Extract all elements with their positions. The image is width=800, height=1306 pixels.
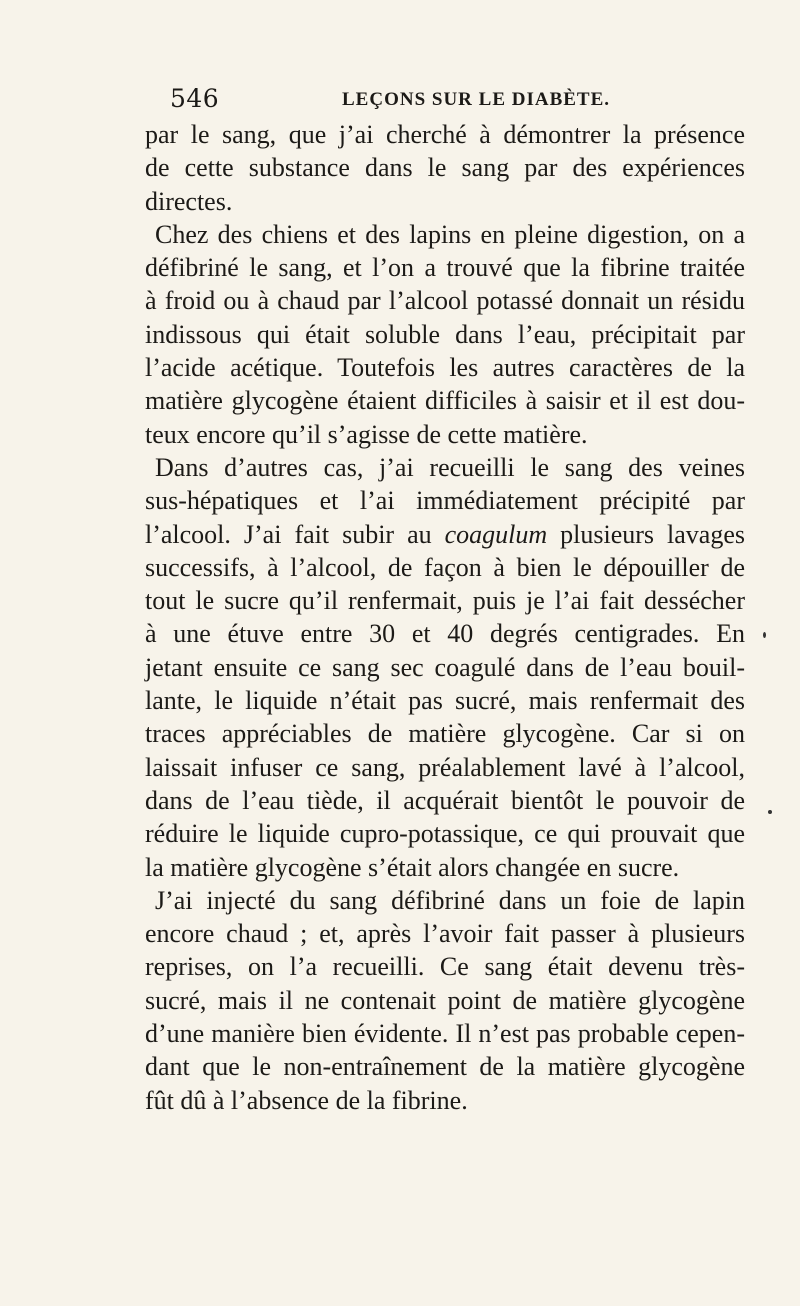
text-segment: l’alcool. J’ai fait subir au [145, 519, 445, 549]
text-line: de cette substance dans le sang par des expériences [145, 153, 745, 183]
text-line: matière glycogène étaient difficiles à saisir et il est dou- [145, 386, 745, 416]
running-title: LEÇONS SUR LE DIABÈTE. [342, 89, 611, 110]
body-text [145, 118, 795, 1117]
page-header [170, 84, 710, 120]
text-line: sucré, mais il ne contenait point de matière glycogène [145, 985, 745, 1015]
paragraph [145, 218, 795, 451]
text-line: J’ai injecté du sang défibriné dans un foie de lapin [155, 885, 745, 915]
text-line: laissait infuser ce sang, préalablement lavé à l’alcool, [145, 752, 745, 782]
text-line: Dans d’autres cas, j’ai recueilli le sang des veines [155, 452, 745, 482]
text-line: successifs, à l’alcool, de façon à bien le dépouiller de [145, 552, 745, 582]
text-line: encore chaud ; et, après l’avoir fait passer à plusieurs [145, 919, 745, 949]
text-line: teux encore qu’il s’agisse de cette matière. [145, 419, 588, 449]
text-line: dans de l’eau tiède, il acquérait bientôt le pouvoir de [145, 785, 745, 815]
text-line: à une étuve entre 30 et 40 degrés centigrades. En [145, 619, 745, 649]
text-line: défibriné le sang, et l’on a trouvé que la fibrine traitée [145, 253, 745, 283]
text-segment: plusieurs lavages [547, 519, 746, 549]
text-line-with-italic [145, 518, 745, 551]
text-line: la matière glycogène s’était alors changée en sucre. [145, 852, 680, 882]
page-number: 546 [170, 84, 220, 113]
paragraph [145, 884, 795, 1117]
text-line: indissous qui était soluble dans l’eau, précipitait par [145, 319, 745, 349]
ink-speck [768, 810, 772, 814]
text-line: à froid ou à chaud par l’alcool potassé donnait un résidu [145, 286, 745, 316]
text-line: reprises, on l’a recueilli. Ce sang était devenu très- [145, 952, 745, 982]
text-line: réduire le liquide cupro-potassique, ce qui prouvait que [145, 819, 745, 849]
ink-speck [763, 632, 766, 638]
text-line: lante, le liquide n’était pas sucré, mais renfermait des [145, 686, 745, 716]
paragraph [145, 118, 795, 218]
text-line: d’une manière bien évidente. Il n’est pas probable cepen- [145, 1019, 745, 1049]
text-line: dant que le non-entraînement de la matière glycogène [145, 1052, 745, 1082]
text-line: jetant ensuite ce sang sec coagulé dans de l’eau bouil- [145, 652, 745, 682]
text-line: Chez des chiens et des lapins en pleine digestion, on a [155, 219, 745, 249]
text-line: par le sang, que j’ai cherché à démontrer la présence [145, 120, 745, 149]
paragraph [145, 451, 795, 884]
italic-term: coagulum [444, 519, 548, 549]
text-line: traces appréciables de matière glycogène. Car si on [145, 719, 745, 749]
text-line: fût dû à l’absence de la fibrine. [145, 1085, 468, 1115]
text-line: l’acide acétique. Toutefois les autres caractères de la [145, 353, 745, 383]
text-line: directes. [145, 186, 233, 216]
text-line: tout le sucre qu’il renfermait, puis je l’ai fait dessécher [145, 586, 745, 616]
text-line: sus-hépatiques et l’ai immédiatement précipité par [145, 486, 745, 516]
